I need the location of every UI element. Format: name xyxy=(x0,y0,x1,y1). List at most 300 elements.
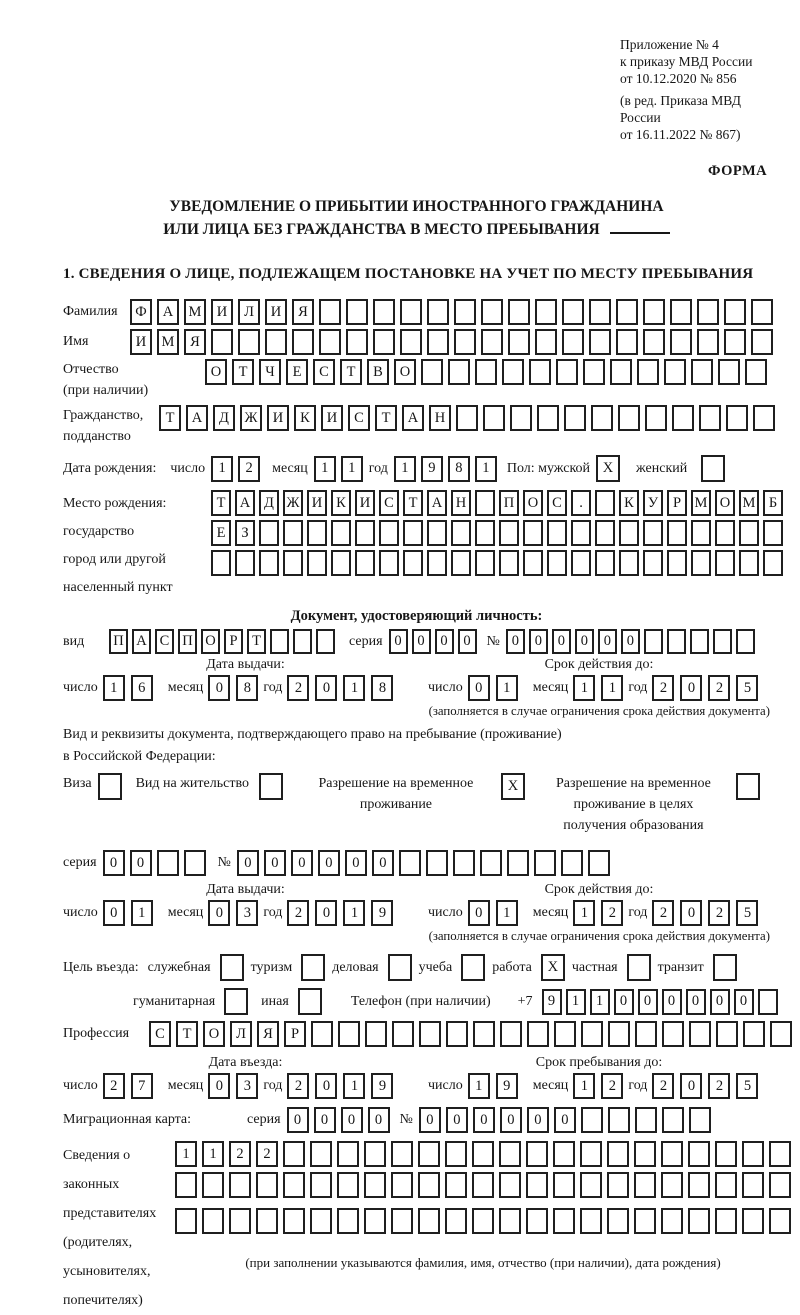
form-cell[interactable] xyxy=(589,299,611,325)
form-cell[interactable] xyxy=(293,629,312,654)
form-cell[interactable] xyxy=(355,520,375,546)
form-cell[interactable] xyxy=(690,629,709,654)
form-cell[interactable] xyxy=(500,1021,522,1047)
form-cell[interactable] xyxy=(616,299,638,325)
form-cell[interactable]: X xyxy=(596,455,620,482)
form-cell[interactable]: 1 xyxy=(314,456,336,482)
form-cell[interactable]: И xyxy=(130,329,152,355)
form-cell[interactable] xyxy=(202,1172,224,1198)
form-cell[interactable] xyxy=(499,1141,521,1167)
form-cell[interactable] xyxy=(644,629,663,654)
form-cell[interactable]: Н xyxy=(429,405,451,431)
form-cell[interactable] xyxy=(724,329,746,355)
form-cell[interactable]: 0 xyxy=(435,629,454,654)
form-cell[interactable] xyxy=(483,405,505,431)
form-cell[interactable] xyxy=(739,550,759,576)
form-cell[interactable] xyxy=(157,850,179,876)
form-cell[interactable]: 0 xyxy=(552,629,571,654)
form-cell[interactable]: 0 xyxy=(710,989,730,1015)
form-cell[interactable]: 0 xyxy=(680,1073,702,1099)
form-cell[interactable]: 0 xyxy=(341,1107,363,1133)
form-cell[interactable]: 0 xyxy=(529,629,548,654)
form-cell[interactable] xyxy=(688,1208,710,1234)
form-cell[interactable]: 2 xyxy=(287,1073,309,1099)
form-cell[interactable]: 2 xyxy=(287,900,309,926)
form-cell[interactable] xyxy=(418,1208,440,1234)
form-cell[interactable]: 1 xyxy=(202,1141,224,1167)
form-cell[interactable] xyxy=(716,1021,738,1047)
form-cell[interactable] xyxy=(456,405,478,431)
form-cell[interactable] xyxy=(310,1172,332,1198)
form-cell[interactable] xyxy=(526,1208,548,1234)
form-cell[interactable] xyxy=(547,520,567,546)
form-cell[interactable]: 0 xyxy=(458,629,477,654)
form-cell[interactable]: С xyxy=(155,629,174,654)
form-cell[interactable]: 8 xyxy=(448,456,470,482)
form-cell[interactable]: П xyxy=(109,629,128,654)
form-cell[interactable]: 0 xyxy=(527,1107,549,1133)
form-cell[interactable] xyxy=(451,550,471,576)
form-cell[interactable] xyxy=(379,520,399,546)
form-cell[interactable] xyxy=(337,1208,359,1234)
form-cell[interactable] xyxy=(472,1141,494,1167)
form-cell[interactable] xyxy=(547,550,567,576)
form-cell[interactable]: 1 xyxy=(590,989,610,1015)
form-cell[interactable] xyxy=(670,329,692,355)
form-cell[interactable]: 5 xyxy=(736,900,758,926)
form-cell[interactable] xyxy=(379,550,399,576)
form-cell[interactable] xyxy=(608,1021,630,1047)
form-cell[interactable]: И xyxy=(211,299,233,325)
form-cell[interactable] xyxy=(448,359,470,385)
form-cell[interactable]: 0 xyxy=(389,629,408,654)
form-cell[interactable]: 0 xyxy=(506,629,525,654)
form-cell[interactable] xyxy=(481,299,503,325)
form-cell[interactable]: 1 xyxy=(211,456,233,482)
form-cell[interactable]: 0 xyxy=(345,850,367,876)
form-cell[interactable] xyxy=(473,1021,495,1047)
form-cell[interactable] xyxy=(662,1021,684,1047)
form-cell[interactable] xyxy=(310,1208,332,1234)
form-cell[interactable]: X xyxy=(541,954,565,981)
form-cell[interactable]: Д xyxy=(213,405,235,431)
form-cell[interactable] xyxy=(403,550,423,576)
form-cell[interactable] xyxy=(763,520,783,546)
form-cell[interactable] xyxy=(610,359,632,385)
form-cell[interactable]: Т xyxy=(232,359,254,385)
form-cell[interactable] xyxy=(307,520,327,546)
form-cell[interactable]: 0 xyxy=(318,850,340,876)
form-cell[interactable] xyxy=(499,550,519,576)
form-cell[interactable] xyxy=(211,329,233,355)
form-cell[interactable] xyxy=(445,1172,467,1198)
form-cell[interactable] xyxy=(427,329,449,355)
form-cell[interactable]: 1 xyxy=(573,900,595,926)
form-cell[interactable] xyxy=(283,520,303,546)
form-cell[interactable] xyxy=(535,299,557,325)
form-cell[interactable]: 2 xyxy=(708,900,730,926)
form-cell[interactable] xyxy=(769,1172,791,1198)
form-cell[interactable]: 0 xyxy=(208,900,230,926)
form-cell[interactable] xyxy=(534,850,556,876)
form-cell[interactable]: И xyxy=(355,490,375,516)
form-cell[interactable] xyxy=(581,1107,603,1133)
form-cell[interactable] xyxy=(736,773,760,800)
form-cell[interactable]: 2 xyxy=(103,1073,125,1099)
form-cell[interactable] xyxy=(426,850,448,876)
form-cell[interactable] xyxy=(283,1141,305,1167)
form-cell[interactable] xyxy=(346,299,368,325)
form-cell[interactable]: 1 xyxy=(566,989,586,1015)
form-cell[interactable] xyxy=(718,359,740,385)
form-cell[interactable] xyxy=(229,1208,251,1234)
form-cell[interactable] xyxy=(556,359,578,385)
form-cell[interactable] xyxy=(184,850,206,876)
form-cell[interactable] xyxy=(634,1172,656,1198)
form-cell[interactable]: 9 xyxy=(371,1073,393,1099)
form-cell[interactable] xyxy=(635,1021,657,1047)
form-cell[interactable] xyxy=(689,1107,711,1133)
form-cell[interactable]: 1 xyxy=(573,675,595,701)
form-cell[interactable] xyxy=(726,405,748,431)
form-cell[interactable] xyxy=(688,1172,710,1198)
form-cell[interactable] xyxy=(607,1141,629,1167)
form-cell[interactable] xyxy=(481,329,503,355)
form-cell[interactable] xyxy=(739,520,759,546)
form-cell[interactable]: 2 xyxy=(708,1073,730,1099)
form-cell[interactable] xyxy=(364,1208,386,1234)
form-cell[interactable]: У xyxy=(643,490,663,516)
form-cell[interactable] xyxy=(562,329,584,355)
form-cell[interactable]: О xyxy=(715,490,735,516)
form-cell[interactable]: П xyxy=(499,490,519,516)
form-cell[interactable] xyxy=(475,359,497,385)
form-cell[interactable] xyxy=(564,405,586,431)
form-cell[interactable] xyxy=(311,1021,333,1047)
form-cell[interactable]: 0 xyxy=(419,1107,441,1133)
form-cell[interactable]: 0 xyxy=(315,900,337,926)
form-cell[interactable]: Д xyxy=(259,490,279,516)
form-cell[interactable] xyxy=(580,1208,602,1234)
form-cell[interactable] xyxy=(373,299,395,325)
form-cell[interactable]: А xyxy=(132,629,151,654)
form-cell[interactable] xyxy=(661,1208,683,1234)
form-cell[interactable] xyxy=(715,520,735,546)
form-cell[interactable] xyxy=(637,359,659,385)
form-cell[interactable] xyxy=(743,1021,765,1047)
form-cell[interactable] xyxy=(643,329,665,355)
form-cell[interactable] xyxy=(265,329,287,355)
form-cell[interactable]: Ч xyxy=(259,359,281,385)
form-cell[interactable] xyxy=(635,1107,657,1133)
form-cell[interactable] xyxy=(507,850,529,876)
form-cell[interactable]: 0 xyxy=(621,629,640,654)
form-cell[interactable]: 0 xyxy=(291,850,313,876)
form-cell[interactable] xyxy=(670,299,692,325)
form-cell[interactable]: О xyxy=(394,359,416,385)
form-cell[interactable]: А xyxy=(427,490,447,516)
form-cell[interactable] xyxy=(418,1172,440,1198)
form-cell[interactable] xyxy=(713,954,737,981)
form-cell[interactable]: Е xyxy=(211,520,231,546)
form-cell[interactable] xyxy=(697,299,719,325)
form-cell[interactable]: 0 xyxy=(473,1107,495,1133)
form-cell[interactable] xyxy=(259,520,279,546)
form-cell[interactable]: 8 xyxy=(371,675,393,701)
form-cell[interactable]: Р xyxy=(224,629,243,654)
form-cell[interactable] xyxy=(454,329,476,355)
form-cell[interactable]: 0 xyxy=(315,1073,337,1099)
form-cell[interactable] xyxy=(283,1172,305,1198)
form-cell[interactable] xyxy=(595,490,615,516)
form-cell[interactable] xyxy=(224,988,248,1015)
form-cell[interactable]: X xyxy=(501,773,525,800)
form-cell[interactable]: О xyxy=(523,490,543,516)
form-cell[interactable]: К xyxy=(294,405,316,431)
form-cell[interactable]: 0 xyxy=(412,629,431,654)
form-cell[interactable] xyxy=(427,550,447,576)
form-cell[interactable] xyxy=(319,299,341,325)
form-cell[interactable] xyxy=(445,1141,467,1167)
form-cell[interactable]: Ж xyxy=(283,490,303,516)
form-cell[interactable] xyxy=(553,1141,575,1167)
form-cell[interactable] xyxy=(618,405,640,431)
form-cell[interactable]: 0 xyxy=(575,629,594,654)
form-cell[interactable]: Б xyxy=(763,490,783,516)
form-cell[interactable]: 0 xyxy=(264,850,286,876)
form-cell[interactable] xyxy=(298,988,322,1015)
form-cell[interactable] xyxy=(419,1021,441,1047)
form-cell[interactable]: 1 xyxy=(343,900,365,926)
form-cell[interactable] xyxy=(627,954,651,981)
form-cell[interactable] xyxy=(421,359,443,385)
form-cell[interactable] xyxy=(499,1172,521,1198)
form-cell[interactable] xyxy=(689,1021,711,1047)
form-cell[interactable] xyxy=(562,299,584,325)
form-cell[interactable] xyxy=(527,1021,549,1047)
form-cell[interactable] xyxy=(661,1172,683,1198)
form-cell[interactable]: 0 xyxy=(614,989,634,1015)
form-cell[interactable]: М xyxy=(739,490,759,516)
form-cell[interactable] xyxy=(688,1141,710,1167)
form-cell[interactable] xyxy=(391,1141,413,1167)
form-cell[interactable] xyxy=(202,1208,224,1234)
form-cell[interactable]: 0 xyxy=(287,1107,309,1133)
form-cell[interactable]: 3 xyxy=(236,1073,258,1099)
form-cell[interactable] xyxy=(418,1141,440,1167)
form-cell[interactable] xyxy=(589,329,611,355)
form-cell[interactable]: З xyxy=(235,520,255,546)
form-cell[interactable] xyxy=(391,1172,413,1198)
form-cell[interactable]: 9 xyxy=(371,900,393,926)
form-cell[interactable] xyxy=(662,1107,684,1133)
form-cell[interactable] xyxy=(619,550,639,576)
form-cell[interactable] xyxy=(664,359,686,385)
form-cell[interactable] xyxy=(691,520,711,546)
form-cell[interactable] xyxy=(453,850,475,876)
form-cell[interactable] xyxy=(337,1141,359,1167)
form-cell[interactable]: С xyxy=(547,490,567,516)
form-cell[interactable] xyxy=(364,1141,386,1167)
form-cell[interactable]: Е xyxy=(286,359,308,385)
form-cell[interactable] xyxy=(211,550,231,576)
form-cell[interactable]: 0 xyxy=(315,675,337,701)
form-cell[interactable]: П xyxy=(178,629,197,654)
form-cell[interactable] xyxy=(392,1021,414,1047)
form-cell[interactable] xyxy=(283,550,303,576)
form-cell[interactable] xyxy=(355,550,375,576)
form-cell[interactable]: 1 xyxy=(341,456,363,482)
form-cell[interactable] xyxy=(388,954,412,981)
form-cell[interactable]: 5 xyxy=(736,675,758,701)
form-cell[interactable]: Я xyxy=(292,299,314,325)
form-cell[interactable] xyxy=(713,629,732,654)
form-cell[interactable]: А xyxy=(402,405,424,431)
form-cell[interactable]: 1 xyxy=(496,675,518,701)
form-cell[interactable]: Т xyxy=(340,359,362,385)
form-cell[interactable]: К xyxy=(331,490,351,516)
form-cell[interactable]: Я xyxy=(257,1021,279,1047)
form-cell[interactable] xyxy=(445,1208,467,1234)
form-cell[interactable]: 0 xyxy=(598,629,617,654)
form-cell[interactable] xyxy=(475,490,495,516)
form-cell[interactable] xyxy=(643,299,665,325)
form-cell[interactable] xyxy=(607,1208,629,1234)
form-cell[interactable]: И xyxy=(307,490,327,516)
form-cell[interactable] xyxy=(571,520,591,546)
form-cell[interactable] xyxy=(634,1141,656,1167)
form-cell[interactable] xyxy=(331,520,351,546)
form-cell[interactable] xyxy=(554,1021,576,1047)
form-cell[interactable]: 7 xyxy=(131,1073,153,1099)
form-cell[interactable]: 0 xyxy=(208,675,230,701)
form-cell[interactable] xyxy=(580,1172,602,1198)
form-cell[interactable]: А xyxy=(157,299,179,325)
form-cell[interactable]: С xyxy=(149,1021,171,1047)
form-cell[interactable] xyxy=(607,1172,629,1198)
form-cell[interactable]: 9 xyxy=(542,989,562,1015)
form-cell[interactable] xyxy=(451,520,471,546)
form-cell[interactable] xyxy=(346,329,368,355)
form-cell[interactable] xyxy=(691,359,713,385)
form-cell[interactable] xyxy=(595,520,615,546)
form-cell[interactable]: О xyxy=(201,629,220,654)
form-cell[interactable] xyxy=(175,1208,197,1234)
form-cell[interactable] xyxy=(523,520,543,546)
form-cell[interactable] xyxy=(461,954,485,981)
form-cell[interactable]: 9 xyxy=(496,1073,518,1099)
form-cell[interactable] xyxy=(480,850,502,876)
form-cell[interactable] xyxy=(364,1172,386,1198)
form-cell[interactable]: 1 xyxy=(601,675,623,701)
form-cell[interactable]: А xyxy=(235,490,255,516)
form-cell[interactable] xyxy=(270,629,289,654)
form-cell[interactable] xyxy=(283,1208,305,1234)
form-cell[interactable] xyxy=(667,629,686,654)
form-cell[interactable] xyxy=(751,329,773,355)
form-cell[interactable]: 3 xyxy=(236,900,258,926)
form-cell[interactable] xyxy=(736,629,755,654)
form-cell[interactable] xyxy=(715,550,735,576)
form-cell[interactable] xyxy=(338,1021,360,1047)
form-cell[interactable] xyxy=(751,299,773,325)
form-cell[interactable]: 8 xyxy=(236,675,258,701)
form-cell[interactable] xyxy=(526,1172,548,1198)
form-cell[interactable] xyxy=(661,1141,683,1167)
form-cell[interactable] xyxy=(508,329,530,355)
form-cell[interactable] xyxy=(256,1208,278,1234)
form-cell[interactable] xyxy=(571,550,591,576)
form-cell[interactable] xyxy=(699,405,721,431)
form-cell[interactable] xyxy=(529,359,551,385)
form-cell[interactable] xyxy=(499,1208,521,1234)
form-cell[interactable] xyxy=(259,773,283,800)
form-cell[interactable] xyxy=(229,1172,251,1198)
form-cell[interactable]: 1 xyxy=(103,675,125,701)
form-cell[interactable]: 0 xyxy=(638,989,658,1015)
form-cell[interactable]: 0 xyxy=(734,989,754,1015)
form-cell[interactable] xyxy=(365,1021,387,1047)
form-cell[interactable] xyxy=(580,1141,602,1167)
form-cell[interactable] xyxy=(742,1208,764,1234)
form-cell[interactable] xyxy=(634,1208,656,1234)
form-cell[interactable]: И xyxy=(265,299,287,325)
form-cell[interactable] xyxy=(337,1172,359,1198)
form-cell[interactable] xyxy=(616,329,638,355)
form-cell[interactable] xyxy=(672,405,694,431)
form-cell[interactable]: 0 xyxy=(208,1073,230,1099)
form-cell[interactable] xyxy=(608,1107,630,1133)
form-cell[interactable] xyxy=(319,329,341,355)
form-cell[interactable] xyxy=(645,405,667,431)
form-cell[interactable] xyxy=(331,550,351,576)
form-cell[interactable] xyxy=(701,455,725,482)
form-cell[interactable]: Н xyxy=(451,490,471,516)
form-cell[interactable]: 2 xyxy=(287,675,309,701)
form-cell[interactable]: 2 xyxy=(708,675,730,701)
form-cell[interactable] xyxy=(510,405,532,431)
form-cell[interactable]: 1 xyxy=(468,1073,490,1099)
form-cell[interactable] xyxy=(561,850,583,876)
form-cell[interactable]: Т xyxy=(375,405,397,431)
form-cell[interactable] xyxy=(499,520,519,546)
form-cell[interactable] xyxy=(523,550,543,576)
form-cell[interactable]: Т xyxy=(159,405,181,431)
form-cell[interactable] xyxy=(643,550,663,576)
form-cell[interactable] xyxy=(770,1021,792,1047)
form-cell[interactable]: 2 xyxy=(229,1141,251,1167)
form-cell[interactable] xyxy=(553,1208,575,1234)
form-cell[interactable]: 9 xyxy=(421,456,443,482)
form-cell[interactable] xyxy=(667,550,687,576)
form-cell[interactable]: Т xyxy=(247,629,266,654)
form-cell[interactable] xyxy=(745,359,767,385)
form-cell[interactable] xyxy=(583,359,605,385)
form-cell[interactable]: Л xyxy=(230,1021,252,1047)
form-cell[interactable] xyxy=(715,1172,737,1198)
form-cell[interactable]: 1 xyxy=(394,456,416,482)
form-cell[interactable]: 2 xyxy=(652,900,674,926)
form-cell[interactable] xyxy=(399,850,421,876)
form-cell[interactable] xyxy=(427,520,447,546)
form-cell[interactable]: Р xyxy=(284,1021,306,1047)
form-cell[interactable]: 0 xyxy=(103,900,125,926)
form-cell[interactable]: Ж xyxy=(240,405,262,431)
form-cell[interactable]: 0 xyxy=(662,989,682,1015)
form-cell[interactable]: Т xyxy=(403,490,423,516)
form-cell[interactable]: 0 xyxy=(468,900,490,926)
form-cell[interactable]: 0 xyxy=(103,850,125,876)
